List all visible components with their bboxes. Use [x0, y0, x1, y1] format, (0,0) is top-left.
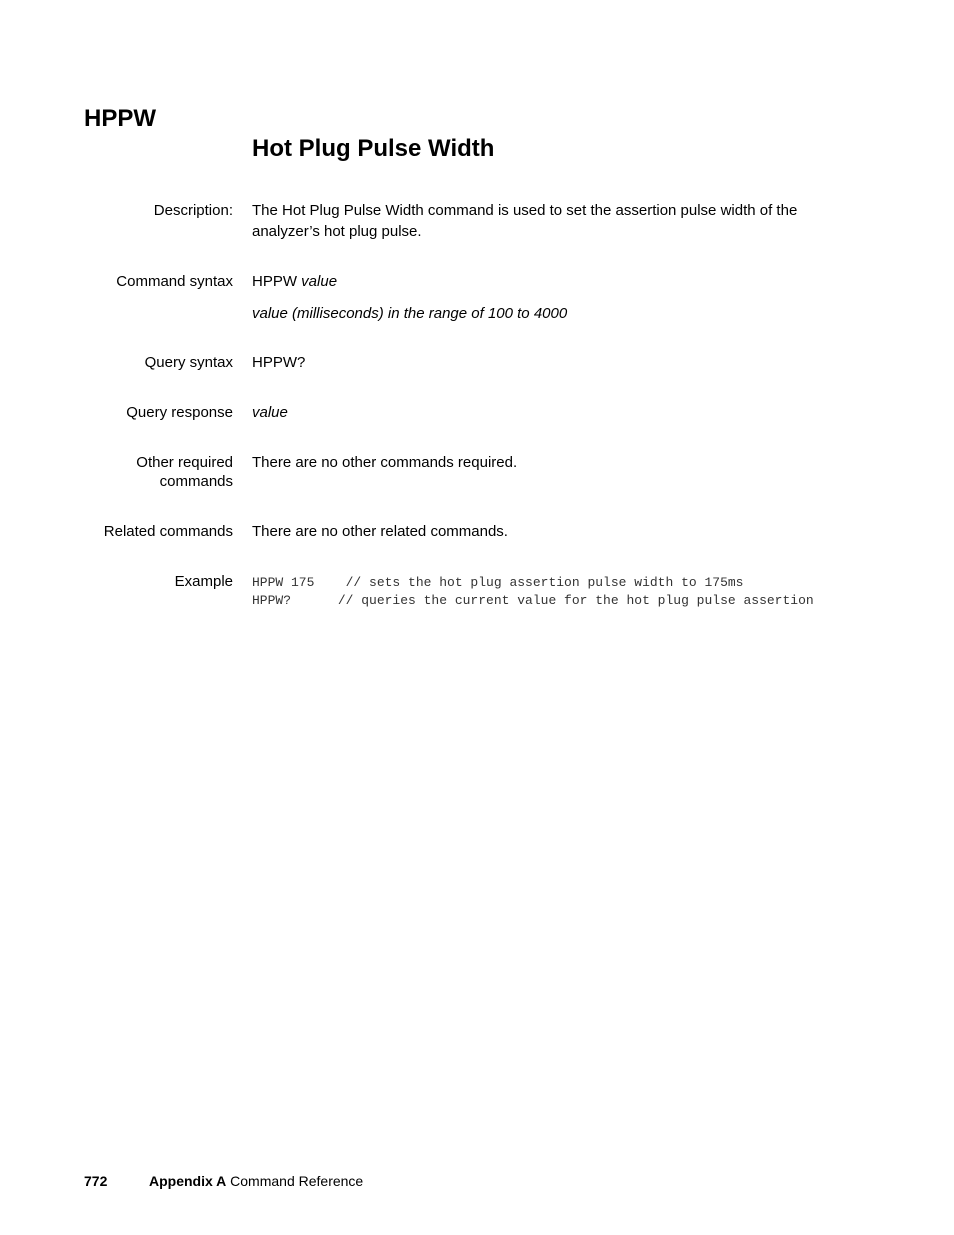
- query-response-label: Query response: [126, 404, 233, 421]
- related-commands-label: Related commands: [103, 523, 233, 540]
- command-syntax-param: value: [301, 273, 338, 290]
- command-syntax: [252, 271, 852, 292]
- other-required-label: [63, 453, 233, 491]
- query-syntax-label: Query syntax: [144, 354, 233, 371]
- command-syntax-command: HPPW: [252, 273, 297, 290]
- footer-section-title: Command Reference: [230, 1173, 364, 1189]
- query-syntax-text: HPPW?: [252, 354, 306, 371]
- command-syntax-param-desc: value (milliseconds) in the range of 100 to 4000: [252, 305, 568, 322]
- command-syntax-label: Command syntax: [116, 273, 233, 290]
- example-line-1: HPPW 175 // sets the hot plug assertion pulse width to 175ms: [252, 575, 744, 590]
- query-response-text: value: [252, 404, 288, 421]
- command-title: Hot Plug Pulse Width: [252, 135, 495, 162]
- footer-page-number: 772: [84, 1173, 108, 1189]
- example-line-2: HPPW? // queries the current value for the hot plug pulse assertion: [252, 593, 814, 608]
- other-required-text: There are no other commands required.: [252, 454, 518, 471]
- example-label: Example: [174, 573, 233, 590]
- footer-appendix: Appendix A: [149, 1173, 227, 1189]
- command-heading: HPPW: [84, 105, 156, 132]
- description-text: The Hot Plug Pulse Width command is used to set the assertion pulse width of the analyzer’s hot plug pulse.: [252, 202, 798, 240]
- description-label: Description:: [153, 202, 233, 219]
- other-required-label-line1: Other required: [136, 454, 233, 471]
- footer-section: [149, 1173, 363, 1189]
- other-required-label-line2: commands: [159, 473, 233, 490]
- related-commands-text: There are no other related commands.: [252, 523, 508, 540]
